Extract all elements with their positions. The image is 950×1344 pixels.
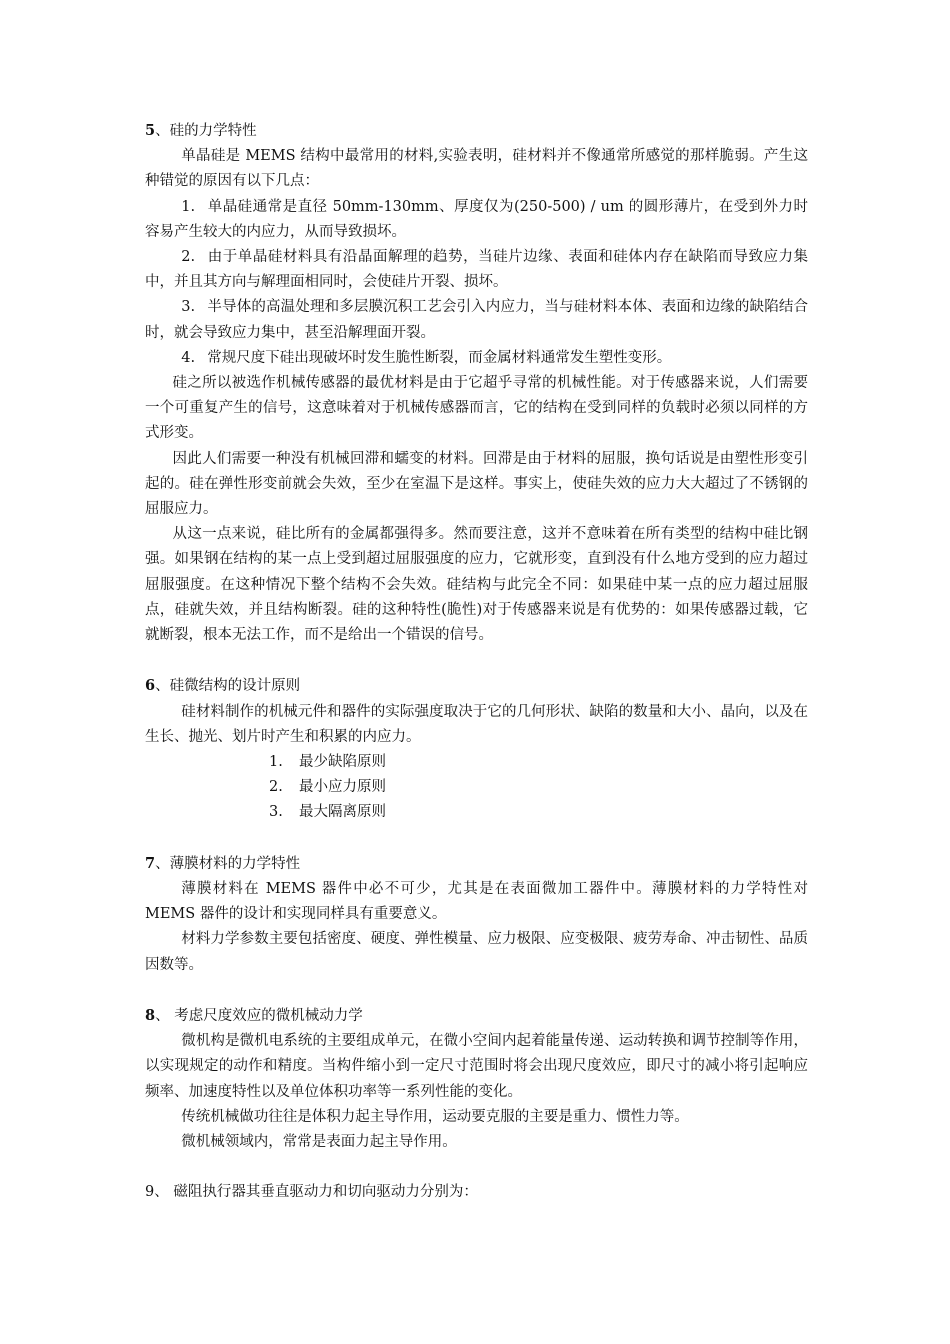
section-9-heading <box>145 1180 808 1205</box>
paragraph: 薄膜材料在 MEMS 器件中必不可少，尤其是在表面微加工器件中。薄膜材料的力学特性对 MEMS 器件的设计和实现同样具有重要意义。 <box>145 881 808 923</box>
section-number: 7 <box>145 854 156 872</box>
list-text: 最小应力原则 <box>299 779 386 796</box>
section-title: 、硅的力学特性 <box>155 123 257 139</box>
section-number: 6 <box>145 677 156 695</box>
list-number: 1. <box>181 198 196 215</box>
paragraph: 微机构是微机电系统的主要组成单元，在微小空间内起着能量传递、运动转换和调节控制等作用，以实现规定的动作和精度。当构件缩小到一定尺寸范围时将会出现尺度效应，即尺寸的减小将引起响应频率、加速度特性以及单位体积功率等一系列性能的变化。 <box>145 1033 808 1100</box>
list-text: 最少缺陷原则 <box>299 754 386 771</box>
list-text: 最大隔离原则 <box>299 804 386 821</box>
section-number: 5 <box>145 122 156 139</box>
spacer <box>145 1155 808 1180</box>
paragraph: 材料力学参数主要包括密度、硬度、弹性模量、应力极限、应变极限、疲劳寿命、冲击韧性、品质因数等。 <box>145 931 808 973</box>
list-text: 由于单晶硅材料具有沿晶面解理的趋势，当硅片边缘、表面和硅体内存在缺陷而导致应力集中，并且其方向与解理面相同时，会使硅片开裂、损坏。 <box>145 249 808 291</box>
list-number: 3. <box>269 804 283 821</box>
document-page <box>145 118 808 1206</box>
list-item <box>145 800 808 825</box>
list-number: 3. <box>181 299 196 316</box>
spacer <box>145 978 808 1003</box>
section-title: 、 磁阻执行器其垂直驱动力和切向驱动力分别为： <box>154 1184 478 1201</box>
section-5-heading <box>145 118 808 144</box>
section-number: 9 <box>145 1184 155 1201</box>
list-item <box>145 775 808 800</box>
list-item <box>145 245 808 295</box>
list-number: 2. <box>269 779 283 796</box>
paragraph: 传统机械做功往往是体积力起主导作用，运动要克服的主要是重力、惯性力等。 <box>181 1108 689 1125</box>
section-title: 、 考虑尺度效应的微机械动力学 <box>155 1008 363 1025</box>
paragraph: 单晶硅是 MEMS 结构中最常用的材料,实验表明，硅材料并不像通常所感觉的那样脆弱。产生这种错觉的原因有以下几点： <box>145 148 808 190</box>
list-text: 单晶硅通常是直径 50mm-130mm、厚度仅为(250-500) / um 的圆形薄片，在受到外力时容易产生较大的内应力，从而导致损坏。 <box>145 198 808 240</box>
spacer <box>145 826 808 851</box>
section-6-heading <box>145 673 808 699</box>
section-7-heading <box>145 851 808 877</box>
paragraph: 硅材料制作的机械元件和器件的实际强度取决于它的几何形状、缺陷的数量和大小、晶向，以及在生长、抛光、划片时产生和积累的内应力。 <box>145 703 808 745</box>
list-item <box>145 295 808 345</box>
list-number: 1. <box>269 754 283 771</box>
spacer <box>145 648 808 673</box>
paragraph: 硅之所以被选作机械传感器的最优材料是由于它超乎寻常的机械性能。对于传感器来说，人们需要一个可重复产生的信号，这意味着对于机械传感器而言，它的结构在受到同样的负载时必须以同样的方式形变。 <box>145 375 808 442</box>
list-item <box>145 750 808 775</box>
list-item <box>145 195 808 245</box>
paragraph: 从这一点来说，硅比所有的金属都强得多。然而要注意，这并不意味着在所有类型的结构中硅比钢强。如果钢在结构的某一点上受到超过屈服强度的应力，它就形变，直到没有什么地方受到的应力超过屈服强度。在这种情况下整个结构不会失效。硅结构与此完全不同：如果硅中某一点的应力超过屈服点，硅就失效，并且结构断裂。硅的这种特性(脆性)对于传感器来说是有优势的：如果传感器过载，它就断裂，根本无法工作，而不是给出一个错误的信号。 <box>145 526 808 644</box>
section-title: 、硅微结构的设计原则 <box>155 678 301 695</box>
section-8-heading <box>145 1003 808 1029</box>
list-item <box>145 346 808 371</box>
section-number: 8 <box>145 1007 156 1025</box>
paragraph: 因此人们需要一种没有机械回滞和蠕变的材料。回滞是由于材料的屈服，换句话说是由塑性形变引起的。硅在弹性形变前就会失效，至少在室温下是这样。事实上，使硅失效的应力大大超过了不锈钢的屈服应力。 <box>145 450 808 518</box>
list-text: 半导体的高温处理和多层膜沉积工艺会引入内应力，当与硅材料本体、表面和边缘的缺陷结合时，就会导致应力集中，甚至沿解理面开裂。 <box>145 299 808 341</box>
paragraph: 微机械领域内，常常是表面力起主导作用。 <box>181 1134 457 1151</box>
list-text: 常规尺度下硅出现破坏时发生脆性断裂，而金属材料通常发生塑性变形。 <box>207 349 672 366</box>
list-number: 2. <box>181 249 196 266</box>
list-number: 4. <box>181 349 196 366</box>
section-title: 、薄膜材料的力学特性 <box>155 855 301 872</box>
